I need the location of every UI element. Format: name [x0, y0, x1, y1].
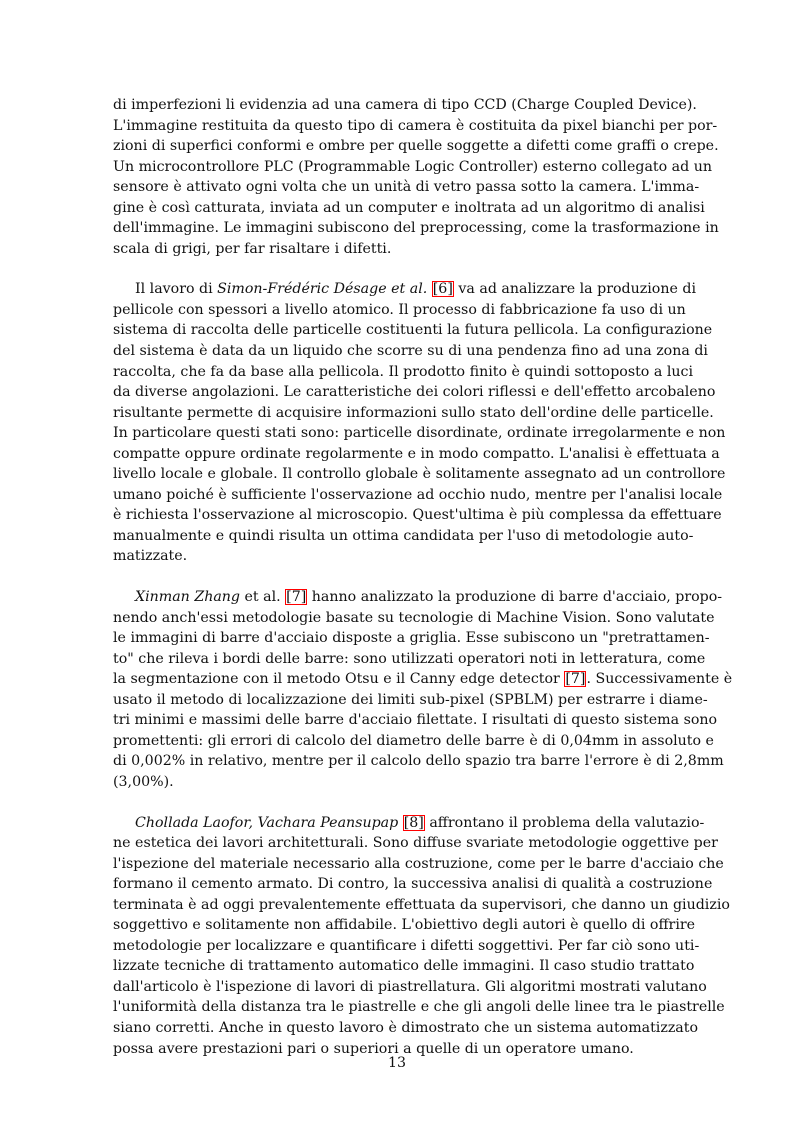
- text-segment: livello locale e globale. Il controllo globale è solitamente assegnato ad un controllore: [113, 466, 726, 483]
- page-body: [113, 95, 733, 1059]
- text-line: [113, 423, 726, 444]
- page-number: 13: [387, 1055, 407, 1071]
- citation-link[interactable]: [7]: [565, 671, 586, 688]
- text-line: [113, 526, 694, 547]
- text-line: [113, 279, 696, 300]
- text-line: [113, 854, 724, 875]
- text-line: [113, 444, 720, 465]
- text-segment: ne estetica dei lavori architetturali. Sono diffuse svariate metodologie oggettive per: [113, 835, 718, 852]
- text-segment: sensore è attivato ogni volta che un unità di vetro passa sotto la camera. L'imma-: [113, 179, 700, 196]
- text-segment: sistema di raccolta delle particelle costituenti la futura pellicola. La configurazione: [113, 322, 713, 339]
- text-segment: . Successivamente è: [586, 671, 733, 688]
- text-line: [113, 751, 724, 772]
- text-segment: le immagini di barre d'acciaio disposte a griglia. Esse subiscono un "pretrattamen-: [113, 630, 710, 647]
- text-segment: va ad analizzare la produzione di: [453, 281, 696, 298]
- text-segment: In particolare questi stati sono: particelle disordinate, ordinate irregolarmente e non: [113, 425, 726, 442]
- text-line: [113, 608, 715, 629]
- text-segment: gine è così catturata, inviata ad un computer e inoltrata ad un algoritmo di analisi: [113, 199, 705, 216]
- text-segment: possa avere prestazioni pari o superiori a quelle di un operatore umano.: [113, 1040, 634, 1057]
- text-line: [113, 710, 718, 731]
- text-segment: manualmente e quindi risulta un ottima candidata per l'uso di metodologie auto-: [113, 527, 694, 544]
- text-segment: di imperfezioni li evidenzia ad una camera di tipo CCD (Charge Coupled Device).: [113, 97, 697, 113]
- text-line: [113, 239, 681, 260]
- text-line: [113, 341, 708, 362]
- text-line: [113, 300, 686, 321]
- text-line: [113, 690, 708, 711]
- text-line: [113, 218, 719, 239]
- text-line: [113, 813, 705, 834]
- text-segment: formano il cemento armato. Di contro, la successiva analisi di qualità a costruzione: [113, 876, 713, 893]
- text-segment: dall'articolo è l'ispezione di lavori di piastrellatura. Gli algoritmi mostrati valutano: [113, 978, 707, 995]
- text-segment: soggettivo e solitamente non affidabile. L'obiettivo degli autori è quello di offrire: [113, 917, 696, 934]
- text-line: [113, 198, 705, 219]
- author-name: Simon-Frédéric Désage et al.: [217, 281, 428, 298]
- text-line: [113, 833, 718, 854]
- text-line: [113, 977, 707, 998]
- paragraph-zhang: [113, 587, 733, 792]
- author-name: Chollada Laofor, Vachara Peansupap: [135, 814, 399, 831]
- text-line: [113, 177, 700, 198]
- text-segment: et al.: [240, 589, 286, 606]
- text-segment: zioni di superfici conformi e ombre per quelle soggette a difetti come graffi o crepe.: [113, 138, 719, 155]
- text-segment: Un microcontrollore PLC (Programmable Logic Controller) esterno collegato ad un: [113, 158, 712, 175]
- citation-link[interactable]: [7]: [286, 589, 307, 606]
- text-segment: matizzate.: [113, 548, 188, 565]
- text-line: [113, 136, 719, 157]
- text-line: [113, 116, 718, 137]
- text-line: [113, 997, 725, 1018]
- text-line: [113, 669, 733, 690]
- text-segment: compatte oppure ordinate regolarmente e in modo compatto. L'analisi è effettuata a: [113, 445, 720, 462]
- author-name: Xinman Zhang: [135, 589, 241, 606]
- text-segment: dell'immagine. Le immagini subiscono del preprocessing, come la trasformazione in: [113, 220, 719, 237]
- text-line: [113, 157, 712, 178]
- text-line: [113, 649, 706, 670]
- text-segment: nendo anch'essi metodologie basate su tecnologie di Machine Vision. Sono valutate: [113, 609, 715, 626]
- text-line: [113, 320, 713, 341]
- text-segment: tri minimi e massimi delle barre d'acciaio filettate. I risultati di questo sistema sono: [113, 712, 718, 729]
- text-segment: risultante permette di acquisire informazioni sullo stato dell'ordine delle particelle.: [113, 404, 714, 421]
- text-line: [113, 895, 730, 916]
- text-line: [113, 485, 723, 506]
- paragraph-glass-inspection: [113, 95, 719, 259]
- text-segment: di 0,002% in relativo, mentre per il calcolo dello spazio tra barre l'errore è di 2,8mm: [113, 753, 724, 770]
- text-line: [113, 874, 713, 895]
- text-segment: promettenti: gli errori di calcolo del diametro delle barre è di 0,04mm in assoluto e: [113, 732, 714, 749]
- text-line: [113, 95, 697, 116]
- text-segment: la segmentazione con il metodo Otsu e il Canny edge detector: [113, 671, 565, 688]
- paragraph-gap: [113, 259, 681, 279]
- text-line: [113, 936, 700, 957]
- text-segment: scala di grigi, per far risaltare i difetti.: [113, 240, 392, 257]
- text-segment: pellicole con spessori a livello atomico. Il processo di fabbricazione fa uso di un: [113, 301, 686, 318]
- citation-link[interactable]: [6]: [432, 281, 453, 298]
- text-segment: raccolta, che fa da base alla pellicola. Il prodotto finito è quindi sottoposto a luci: [113, 363, 693, 380]
- text-line: [113, 772, 681, 793]
- text-line: [113, 546, 681, 567]
- text-segment: è richiesta l'osservazione al microscopio. Quest'ultima è più complessa da effettuare: [113, 507, 722, 524]
- text-line: [113, 956, 695, 977]
- text-segment: terminata è ad oggi prevalentemente effettuata da supervisori, che danno un giudizio: [113, 896, 730, 913]
- text-segment: Il lavoro di: [135, 281, 218, 298]
- text-segment: metodologie per localizzare e quantificare i difetti soggettivi. Per far ciò sono uti-: [113, 937, 700, 954]
- text-segment: umano poiché è sufficiente l'osservazione ad occhio nudo, mentre per l'analisi locale: [113, 486, 723, 503]
- text-segment: (3,00%).: [113, 773, 174, 790]
- text-segment: hanno analizzato la produzione di barre d'acciaio, propo-: [307, 589, 723, 606]
- text-segment: lizzate tecniche di trattamento automatico delle immagini. Il caso studio trattato: [113, 958, 695, 975]
- text-line: [113, 1018, 698, 1039]
- text-line: [113, 382, 716, 403]
- paragraph-gap: [113, 567, 681, 587]
- text-line: [113, 464, 726, 485]
- text-line: [113, 403, 714, 424]
- text-line: [113, 587, 723, 608]
- text-segment: l'ispezione del materiale necessario alla costruzione, come per le barre d'acciaio che: [113, 855, 724, 872]
- text-segment: L'immagine restituita da questo tipo di camera è costituita da pixel bianchi per por-: [113, 117, 718, 134]
- paragraph-laofor: [113, 813, 730, 1060]
- text-segment: affrontano il problema della valutazio-: [424, 814, 705, 831]
- citation-link[interactable]: [8]: [403, 814, 424, 831]
- paragraph-gap: [113, 793, 681, 813]
- text-line: [113, 731, 714, 752]
- text-line: [113, 915, 696, 936]
- text-segment: to" che rileva i bordi delle barre: sono utilizzati operatori noti in letteratura, come: [113, 650, 706, 667]
- text-segment: da diverse angolazioni. Le caratteristiche dei colori riflessi e dell'effetto arcobaleno: [113, 384, 716, 401]
- text-segment: siano corretti. Anche in questo lavoro è dimostrato che un sistema automatizzato: [113, 1019, 698, 1036]
- text-segment: del sistema è data da un liquido che scorre su di una pendenza fino ad una zona di: [113, 343, 708, 360]
- text-line: [113, 362, 693, 383]
- text-line: [113, 505, 722, 526]
- text-line: [113, 628, 710, 649]
- text-segment: l'uniformità della distanza tra le piastrelle e che gli angoli delle linee tra le piastrelle: [113, 999, 725, 1016]
- paragraph-desage: [113, 279, 726, 567]
- text-segment: usato il metodo di localizzazione dei limiti sub-pixel (SPBLM) per estrarre i diame-: [113, 691, 708, 708]
